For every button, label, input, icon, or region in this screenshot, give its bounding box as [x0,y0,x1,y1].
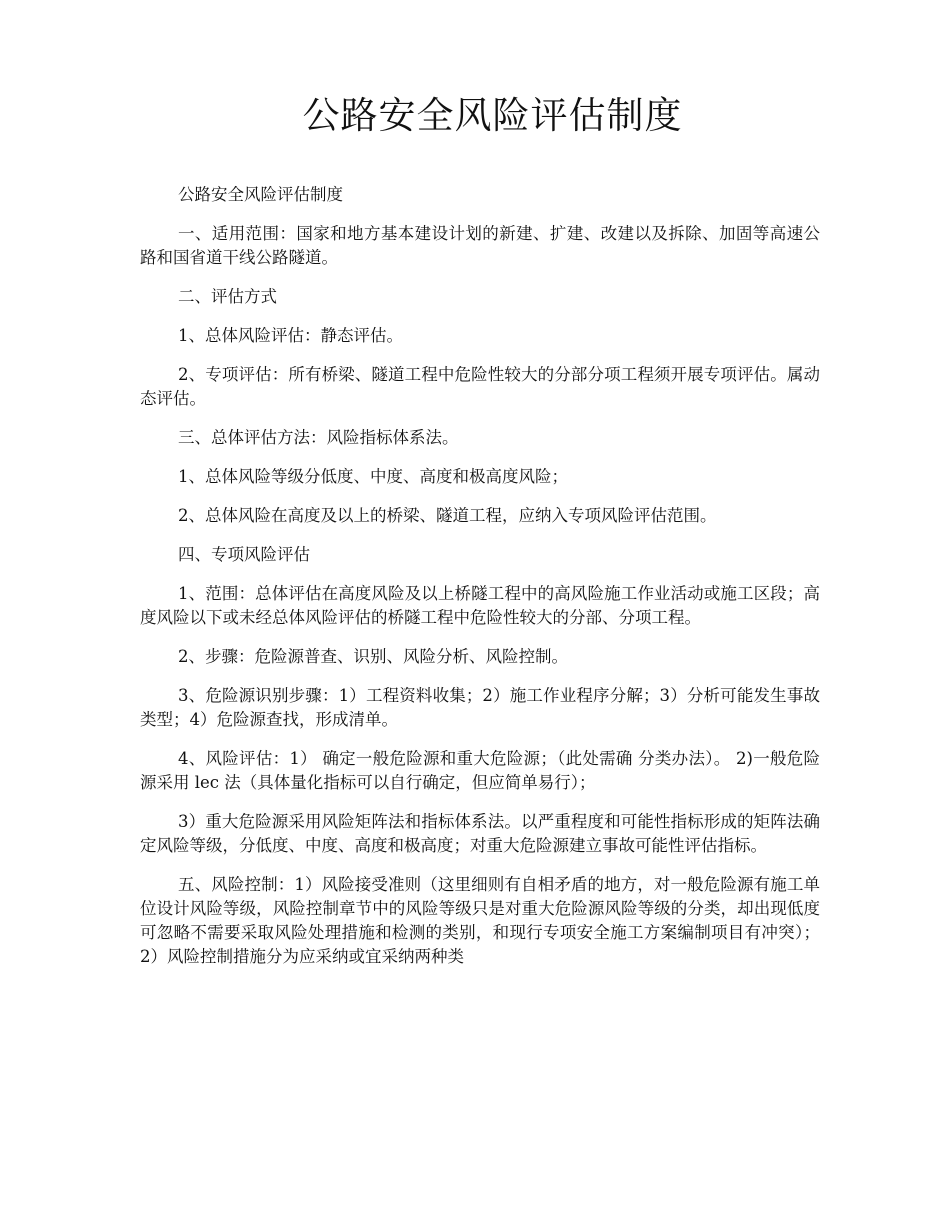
paragraph-major-hazard: 3）重大危险源采用风险矩阵法和指标体系法。以严重程度和可能性指标形成的矩阵法确定风险等级，分低度、中度、高度和极高度；对重大危险源建立事故可能性评估指标。 [140,812,820,855]
paragraph-risk-control: 五、风险控制：1）风险接受准则（这里细则有自相矛盾的地方，对一般危险源有施工单位设计风险等级，风险控制章节中的风险等级只是对重大危险源风险等级的分类，却出现低度可忽略不需要采取风险处理措施和检测的类别，和现行专项安全施工方案编制项目有冲突）；2）风险控制措施分为应采纳或宜采纳两种类 [140,875,820,966]
paragraph-steps: 2、步骤：危险源普查、识别、风险分析、风险控制。 [178,647,568,666]
paragraph-section-4-heading: 四、专项风险评估 [178,545,310,564]
paragraph-special-scope: 1、范围：总体评估在高度风险及以上桥隧工程中的高风险施工作业活动或施工区段；高度风险以下或未经总体风险评估的桥隧工程中危险性较大的分部、分项工程。 [140,584,820,627]
paragraph-subtitle: 公路安全风险评估制度 [178,185,343,204]
paragraph-special-assessment: 2、专项评估：所有桥梁、隧道工程中危险性较大的分部分项工程须开展专项评估。属动态评估。 [140,365,820,408]
paragraph-risk-evaluation: 4、风险评估：1） 确定一般危险源和重大危险源；（此处需确 分类办法）。 2)一般危险源采用 lec 法（具体量化指标可以自行确定，但应简单易行）； [140,749,820,792]
document-body [140,183,820,984]
paragraph-section-3-heading: 三、总体评估方法：风险指标体系法。 [178,428,459,447]
paragraph-section-2-heading: 二、评估方式 [178,287,277,306]
document-title: 公路安全风险评估制度 [302,94,683,137]
paragraph-overall-assessment: 1、总体风险评估：静态评估。 [178,326,403,345]
paragraph-hazard-identification: 3、危险源识别步骤：1）工程资料收集；2）施工作业程序分解；3）分析可能发生事故类型；4）危险源查找，形成清单。 [140,686,820,729]
paragraph-scope: 一、适用范围：国家和地方基本建设计划的新建、扩建、改建以及拆除、加固等高速公路和国省道干线公路隧道。 [140,224,820,267]
paragraph-risk-levels: 1、总体风险等级分低度、中度、高度和极高度风险； [178,467,568,486]
paragraph-high-risk-scope: 2、总体风险在高度及以上的桥梁、隧道工程，应纳入专项风险评估范围。 [178,506,717,525]
